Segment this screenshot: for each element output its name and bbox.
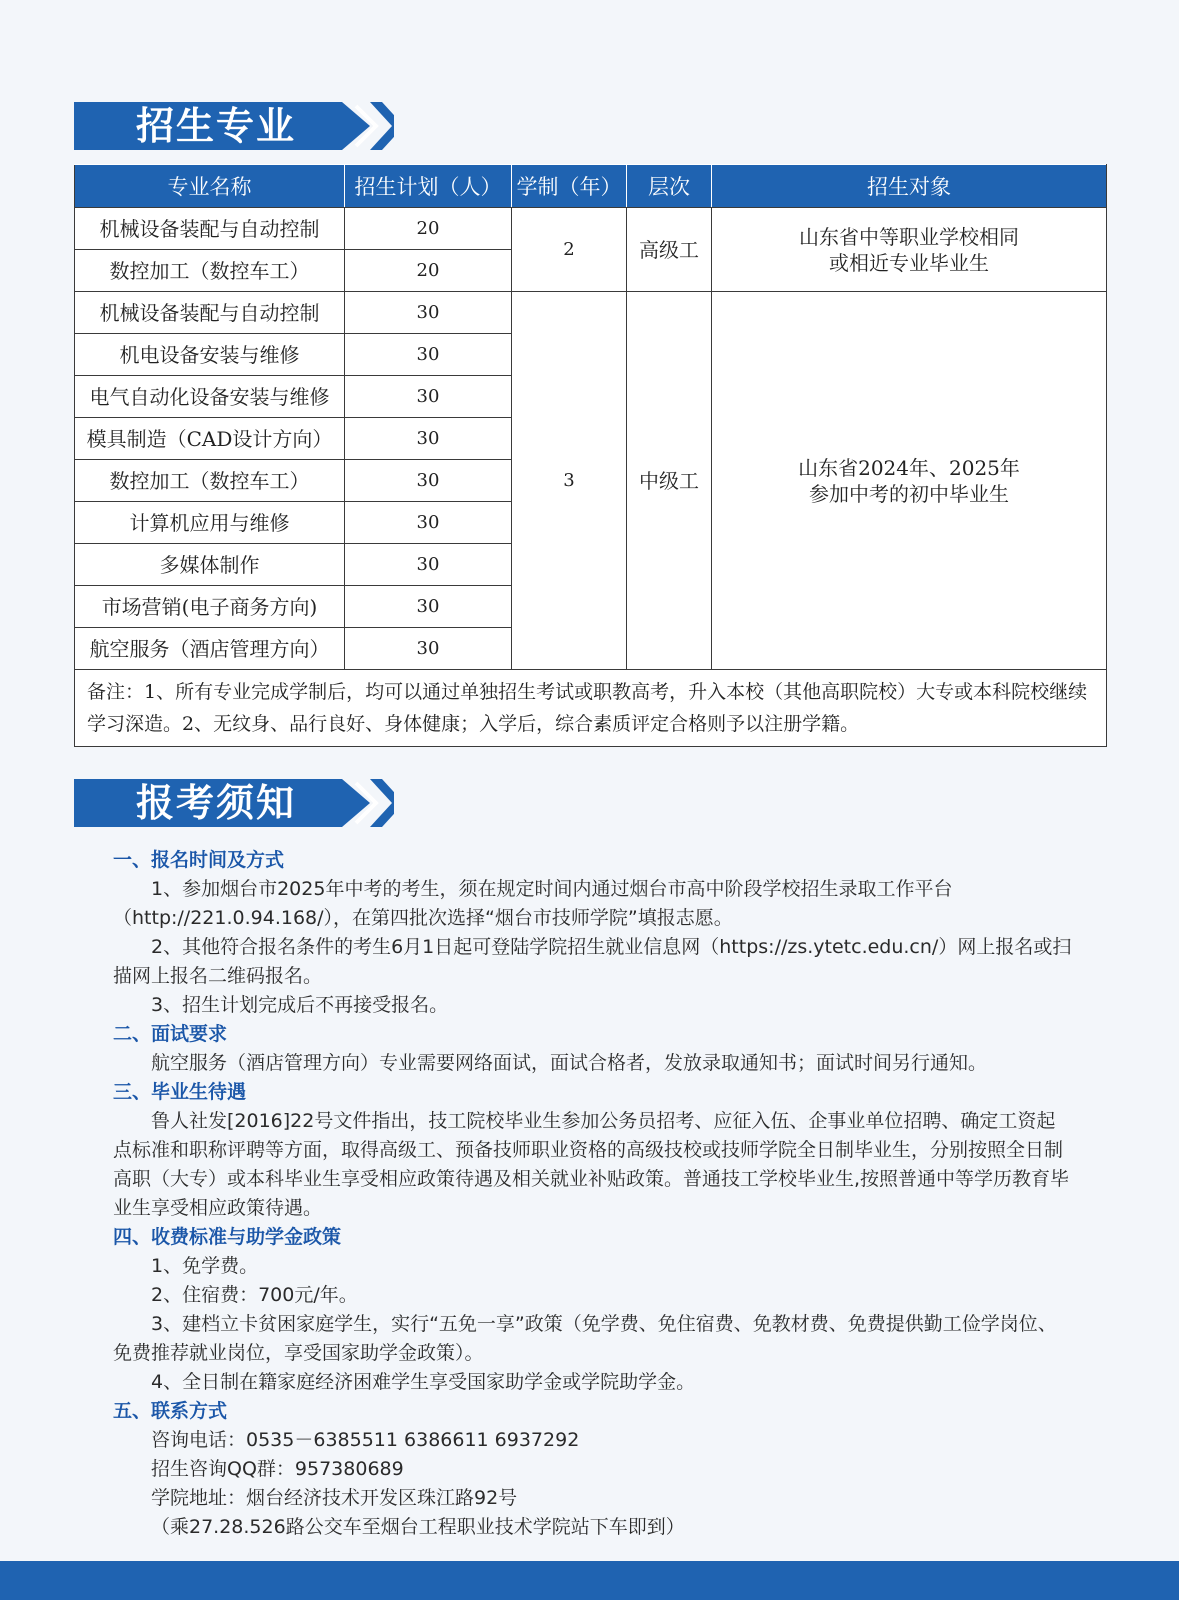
contact-phone: 咨询电话：0535－6385511 6386611 6937292 bbox=[151, 1429, 580, 1451]
plan-cell: 30 bbox=[345, 418, 512, 460]
target-line: 山东省中等职业学校相同 bbox=[799, 224, 1019, 249]
col-header-duration: 学制（年） bbox=[512, 165, 627, 208]
level-cell: 中级工 bbox=[627, 292, 712, 670]
major-cell: 计算机应用与维修 bbox=[75, 502, 345, 544]
col-header-major: 专业名称 bbox=[75, 165, 345, 208]
plan-cell: 30 bbox=[345, 628, 512, 670]
major-cell: 机械设备装配与自动控制 bbox=[75, 292, 345, 334]
plan-cell: 20 bbox=[345, 208, 512, 250]
target-line: 参加中考的初中毕业生 bbox=[809, 481, 1009, 506]
notice-paragraph: 2、其他符合报名条件的考生6月1日起可登陆学院招生就业信息网（https://zs.ytetc.edu.cn/）网上报名或扫描网上报名二维码报名。 bbox=[113, 936, 1072, 987]
duration-cell: 2 bbox=[512, 208, 627, 292]
footer-bar bbox=[0, 1561, 1179, 1600]
plan-cell: 30 bbox=[345, 586, 512, 628]
col-header-level: 层次 bbox=[627, 165, 712, 208]
level-cell: 高级工 bbox=[627, 208, 712, 292]
plan-cell: 30 bbox=[345, 544, 512, 586]
plan-cell: 30 bbox=[345, 292, 512, 334]
notice-paragraph: 3、建档立卡贫困家庭学生，实行“五免一享”政策（免学费、免住宿费、免教材费、免费提供勤工俭学岗位、免费推荐就业岗位，享受国家助学金政策）。 bbox=[113, 1313, 1057, 1364]
contact-bus: （乘27.28.526路公交车至烟台工程职业技术学院站下车即到） bbox=[151, 1516, 685, 1538]
major-cell: 机械设备装配与自动控制 bbox=[75, 208, 345, 250]
notice-paragraph: 3、招生计划完成后不再接受报名。 bbox=[151, 994, 449, 1016]
contact-address: 学院地址：烟台经济技术开发区珠江路92号 bbox=[151, 1487, 518, 1509]
target-cell bbox=[712, 292, 1107, 670]
notice-paragraph: 4、全日制在籍家庭经济困难学生享受国家助学金或学院助学金。 bbox=[151, 1371, 696, 1393]
notice-paragraph: 航空服务（酒店管理方向）专业需要网络面试，面试合格者，发放录取通知书；面试时间另行通知。 bbox=[151, 1052, 988, 1074]
plan-cell: 30 bbox=[345, 460, 512, 502]
major-cell: 数控加工（数控车工） bbox=[75, 460, 345, 502]
notice-heading: 五、联系方式 bbox=[113, 1400, 228, 1422]
notice-body bbox=[113, 846, 1073, 1542]
table-row bbox=[75, 208, 1107, 250]
major-cell: 数控加工（数控车工） bbox=[75, 250, 345, 292]
table-note-row bbox=[75, 670, 1107, 747]
major-cell: 多媒体制作 bbox=[75, 544, 345, 586]
section-banner-notice bbox=[74, 779, 394, 827]
notice-heading: 二、面试要求 bbox=[113, 1023, 228, 1045]
col-header-plan: 招生计划（人） bbox=[345, 165, 512, 208]
plan-cell: 30 bbox=[345, 376, 512, 418]
major-cell: 市场营销(电子商务方向) bbox=[75, 586, 345, 628]
notice-heading: 四、收费标准与助学金政策 bbox=[113, 1226, 342, 1248]
notice-paragraph: 鲁人社发[2016]22号文件指出，技工院校毕业生参加公务员招考、应征入伍、企事业单位招聘、确定工资起点标准和职称评聘等方面，取得高级工、预备技师职业资格的高级技校或技师学院全日制毕业生，分别按照全日制高职（大专）或本科毕业生享受相应政策待遇及相关就业补贴政策。普通技工学校毕业生,按照普通中等学历教育毕业生享受相应政策待遇。 bbox=[113, 1110, 1070, 1219]
notice-heading: 一、报名时间及方式 bbox=[113, 849, 285, 871]
notice-paragraph: 1、参加烟台市2025年中考的考生，须在规定时间内通过烟台市高中阶段学校招生录取工作平台（http://221.0.94.168/），在第四批次选择“烟台市技师学院”填报志愿。 bbox=[113, 878, 953, 929]
notice-paragraph: 1、免学费。 bbox=[151, 1255, 259, 1277]
section-title: 报考须知 bbox=[136, 781, 297, 825]
major-cell: 航空服务（酒店管理方向） bbox=[75, 628, 345, 670]
col-header-target: 招生对象 bbox=[712, 165, 1107, 208]
notice-heading: 三、毕业生待遇 bbox=[113, 1081, 247, 1103]
duration-cell: 3 bbox=[512, 292, 627, 670]
major-cell: 机电设备安装与维修 bbox=[75, 334, 345, 376]
contact-qq: 招生咨询QQ群：957380689 bbox=[151, 1458, 404, 1480]
table-row bbox=[75, 292, 1107, 334]
target-cell bbox=[712, 208, 1107, 292]
target-line: 或相近专业毕业生 bbox=[829, 250, 989, 275]
target-line: 山东省2024年、2025年 bbox=[798, 455, 1020, 480]
table-note: 备注：1、所有专业完成学制后，均可以通过单独招生考试或职教高考，升入本校（其他高职院校）大专或本科院校继续学习深造。2、无纹身、品行良好、身体健康；入学后，综合素质评定合格则予以注册学籍。 bbox=[75, 670, 1107, 747]
table-header-row bbox=[75, 165, 1107, 208]
section-banner-majors bbox=[74, 102, 394, 150]
enrollment-table bbox=[74, 164, 1107, 747]
plan-cell: 30 bbox=[345, 502, 512, 544]
major-cell: 模具制造（CAD设计方向） bbox=[75, 418, 345, 460]
major-cell: 电气自动化设备安装与维修 bbox=[75, 376, 345, 418]
plan-cell: 30 bbox=[345, 334, 512, 376]
notice-paragraph: 2、住宿费：700元/年。 bbox=[151, 1284, 358, 1306]
plan-cell: 20 bbox=[345, 250, 512, 292]
section-title: 招生专业 bbox=[136, 104, 297, 148]
